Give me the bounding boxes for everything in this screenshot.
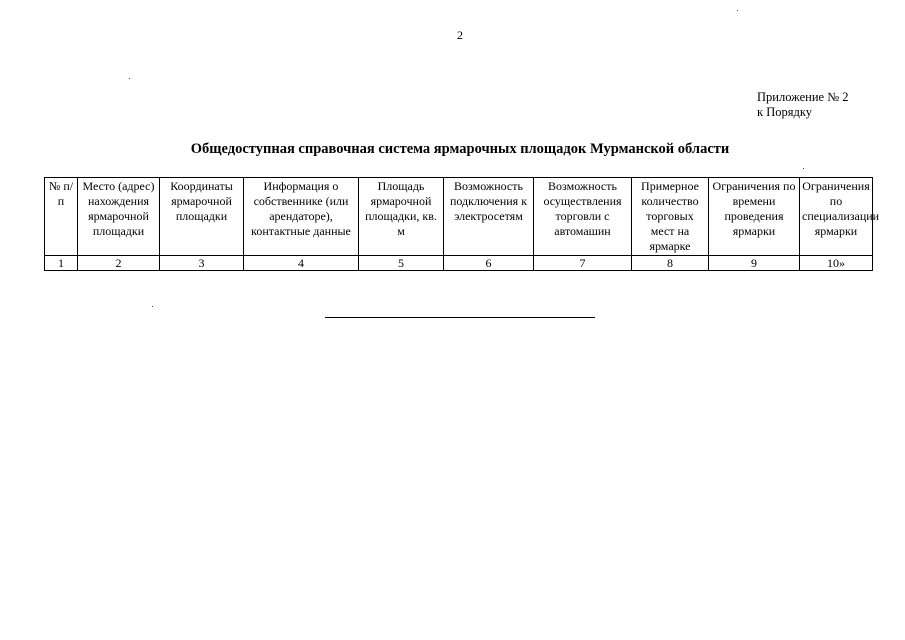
document-title: Общедоступная справочная система ярмарочных площадок Мурманской области [190, 141, 730, 157]
header-cell: Примерное количество торговых мест на ярмарке [632, 178, 709, 256]
header-cell: Возможность подключения к электросетям [444, 178, 534, 256]
column-number-cell: 10» [800, 256, 873, 271]
header-cell: Ограничения по времени проведения ярмарки [709, 178, 800, 256]
appendix-line-1: Приложение № 2 [757, 90, 849, 104]
header-cell: № п/п [45, 178, 78, 256]
column-number-cell: 8 [632, 256, 709, 271]
scan-speck [152, 306, 153, 307]
header-cell: Информация о собственнике (или арендаторе), контактные данные [244, 178, 359, 256]
page-number: 2 [457, 28, 463, 42]
appendix-line-2: к Порядку [757, 105, 812, 119]
scan-speck [737, 10, 738, 11]
column-number-cell: 6 [444, 256, 534, 271]
column-number-cell: 3 [160, 256, 244, 271]
scan-speck [803, 168, 804, 169]
table-header-row [45, 178, 873, 256]
appendix-note [757, 90, 849, 120]
closing-rule [325, 317, 595, 318]
header-cell: Координаты ярмарочной площадки [160, 178, 244, 256]
column-number-cell: 9 [709, 256, 800, 271]
header-cell: Ограничения по специализации ярмарки [800, 178, 873, 256]
table-row [45, 256, 873, 271]
column-number-cell: 4 [244, 256, 359, 271]
fair-sites-table [44, 177, 880, 271]
column-number-cell: 1 [45, 256, 78, 271]
header-cell: Возможность осуществления торговли с автомашин [534, 178, 632, 256]
column-number-cell: 5 [359, 256, 444, 271]
header-cell: Место (адрес) нахождения ярмарочной площадки [78, 178, 160, 256]
header-cell: Площадь ярмарочной площадки, кв. м [359, 178, 444, 256]
column-number-cell: 7 [534, 256, 632, 271]
scan-speck [129, 78, 130, 79]
column-number-cell: 2 [78, 256, 160, 271]
